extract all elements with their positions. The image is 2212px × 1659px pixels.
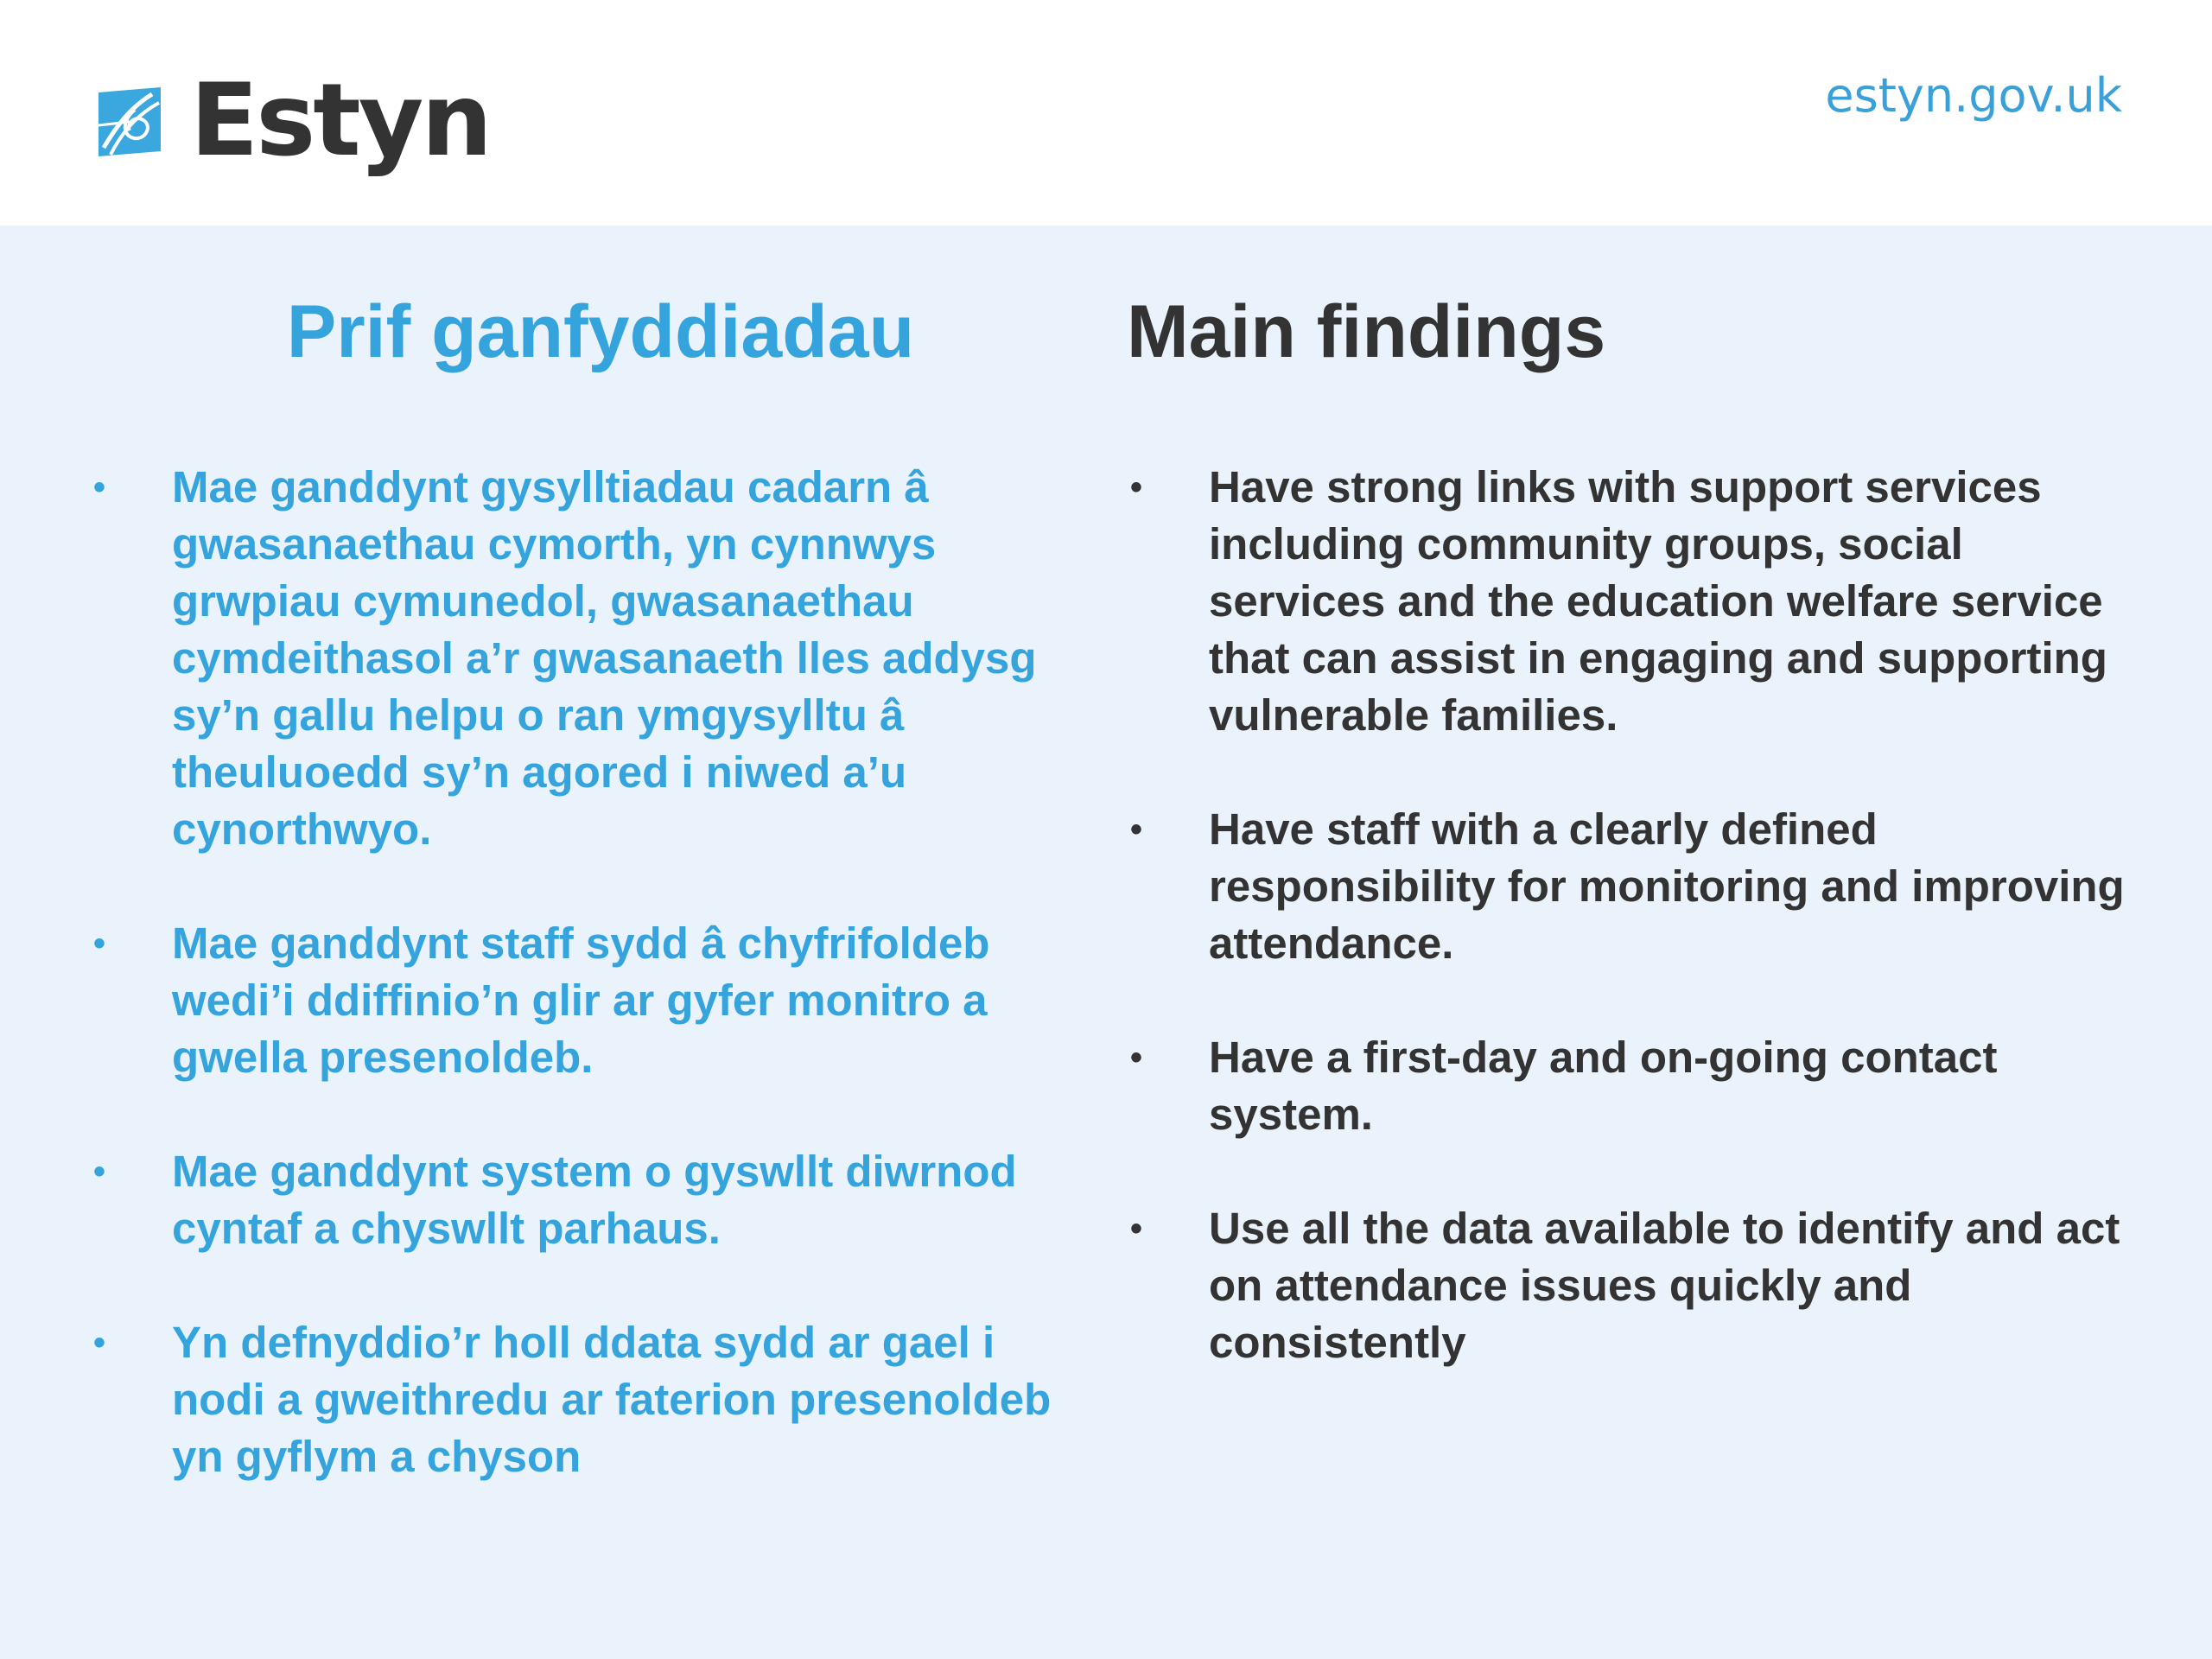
estyn-logo-mark-icon — [92, 84, 168, 158]
bullet-icon: • — [1130, 1210, 1143, 1248]
list-item — [86, 1314, 1097, 1485]
finding-text: Have strong links with support services including community groups, social services and the education welfare service that can assist in engaging and supporting vulnerable families. — [1209, 462, 2107, 740]
welsh-findings-title: Prif ganfyddiadau — [286, 290, 915, 373]
list-item — [86, 459, 1097, 858]
findings-panel — [0, 226, 2212, 1659]
bullet-icon: • — [1130, 1039, 1143, 1077]
bullet-icon: • — [93, 925, 106, 963]
bullet-icon: • — [93, 1153, 106, 1191]
finding-text: Have a first-day and on-going contact system. — [1209, 1033, 1998, 1139]
estyn-logo[interactable] — [92, 62, 490, 179]
bullet-icon: • — [1130, 810, 1143, 849]
bullet-icon: • — [93, 1324, 106, 1362]
finding-text: Mae ganddynt system o gyswllt diwrnod cyntaf a chyswllt parhaus. — [172, 1147, 1017, 1253]
list-item — [1123, 1029, 2143, 1143]
finding-text: Mae ganddynt staff sydd â chyfrifoldeb wedi’i ddiffinio’n glir ar gyfer monitro a gwella presenoldeb. — [172, 918, 990, 1082]
list-item — [86, 1143, 1097, 1257]
english-findings-list — [1123, 459, 2143, 1428]
list-item — [86, 915, 1097, 1086]
welsh-findings-list — [86, 459, 1097, 1542]
page-header — [0, 0, 2212, 226]
list-item — [1123, 459, 2143, 744]
finding-text: Mae ganddynt gysylltiadau cadarn â gwasanaethau cymorth, yn cynnwys grwpiau cymunedol, gwasanaethau cymdeithasol a’r gwasanaeth lles addysg sy’n gallu helpu o ran ymgysylltu â theuluoedd sy’n agored i niwed a’u cynorthwyo. — [172, 462, 1037, 854]
finding-text: Use all the data available to identify and act on attendance issues quickly and consistently — [1209, 1204, 2120, 1367]
bullet-icon: • — [1130, 468, 1143, 506]
list-item — [1123, 801, 2143, 972]
site-url-link[interactable]: estyn.gov.uk — [1825, 68, 2122, 123]
english-findings-title: Main findings — [1127, 290, 1606, 373]
english-findings-column — [1123, 290, 2143, 1367]
list-item — [1123, 1200, 2143, 1371]
bullet-icon: • — [93, 468, 106, 506]
welsh-findings-column — [86, 290, 1080, 1481]
finding-text: Yn defnyddio’r holl ddata sydd ar gael i nodi a gweithredu ar faterion presenoldeb yn gyflym a chyson — [172, 1318, 1052, 1481]
logo-wordmark: Estyn — [190, 62, 490, 179]
finding-text: Have staff with a clearly defined responsibility for monitoring and improving attendance. — [1209, 804, 2125, 968]
